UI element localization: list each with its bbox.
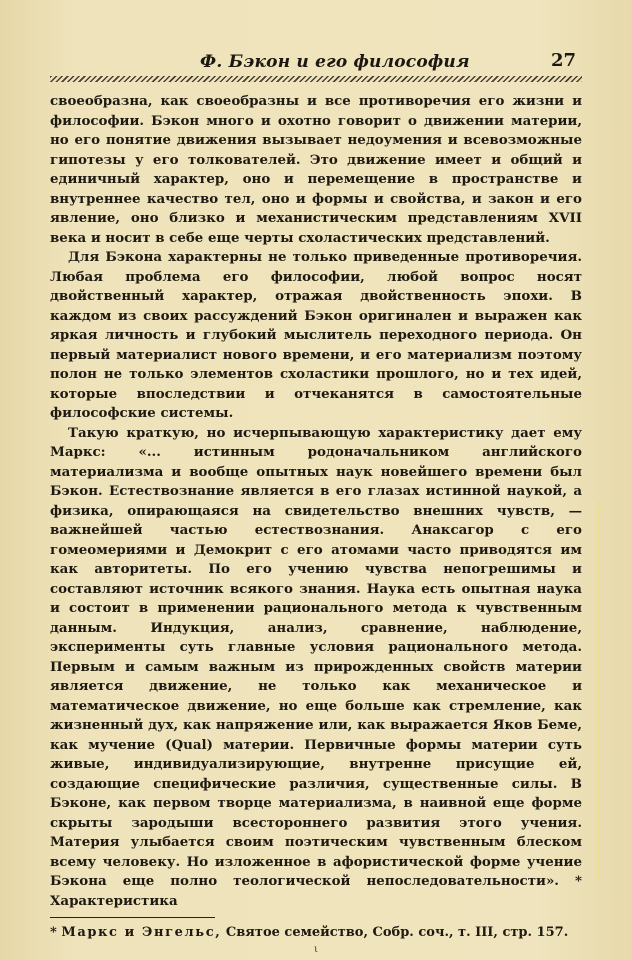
main-text <box>50 92 582 911</box>
footnote <box>50 924 582 942</box>
footnote-text: Святое семейство, Собр. соч., т. III, стр. 157. <box>225 925 569 940</box>
footnote-author: Маркс и Энгельс, <box>61 925 222 940</box>
page-number: 27 <box>550 50 576 71</box>
footnote-marker: * <box>50 925 57 940</box>
paragraph-1: своеобразна, как своеобразны и все противоречия его жизни и философии. Бэкон много и охотно говорит о движении материи, но его понятие движения вызывает недоумения и всевозможные гипотезы у его толкователей. Это движение имеет и общий и единичный характер, оно и перемещение в пространстве и внутреннее качество тел, оно и формы и свойства, и закон и его явление, оно близко и механистическим представлениям XVII века и носит в себе еще черты схоластических представлений. <box>50 93 582 246</box>
header-ornament-rule <box>50 76 582 82</box>
paragraph-3: Такую краткую, но исчерпывающую характеристику дает ему Маркс: «... истинным родоначальником английского материализма и вообще опытных наук новейшего времени был Бэкон. Естествознание является в его глазах истинной наукой, а физика, опирающаяся на свидетельство внешних чувств, — важнейшей частью естествознания. Анаксагор с его гомеомериями и Демокрит с его атомами часто приводятся им как авторитеты. По его учению чувства непогрешимы и составляют источник всякого знания. Наука есть опытная наука и состоит в применении рационального метода к чувственным данным. Индукция, анализ, сравнение, наблюдение, эксперименты суть главные условия рационального метода. Первым и самым важным из прирожденных свойств материи является движение, не только как механическое и математическое движение, но еще больше как стремление, как жизненный дух, как напряжение или, как выражается Яков Беме, как мучение (Qual) материи. Первичные формы материи суть живые, индивидуализирующие, внутренне присущие ей, создающие специфические различия, существенные силы. В Бэконе, как первом творце материализма, в наивной еще форме скрыты зародыши всестороннего развития этого учения. Материя улыбается своим поэтическим чувственным блеском всему человеку. Но изложенное в афористической форме учение Бэкона еще полно теологической непоследовательности». * Характеристика <box>50 424 582 909</box>
page-header <box>50 48 582 78</box>
footnote-separator <box>50 917 215 918</box>
highlighter-mark <box>597 500 600 880</box>
paragraph-2: Для Бэкона характерны не только приведенные противоречия. Любая проблема его философии, любой вопрос носят двойственный характер, отражая двойственность эпохи. В каждом из своих рассуждений Бэкон оригинален и выражен как яркая личность и глубокий мыслитель переходного периода. Он первый материалист нового времени, и его материализм поэтому полон не только элементов схоластики прошлого, но и тех идей, которые впоследствии и отчеканятся в самостоятельные философские системы. <box>50 249 582 421</box>
bottom-mark: ι <box>314 944 318 955</box>
running-title: Ф. Бэкон и его философия <box>200 52 470 72</box>
